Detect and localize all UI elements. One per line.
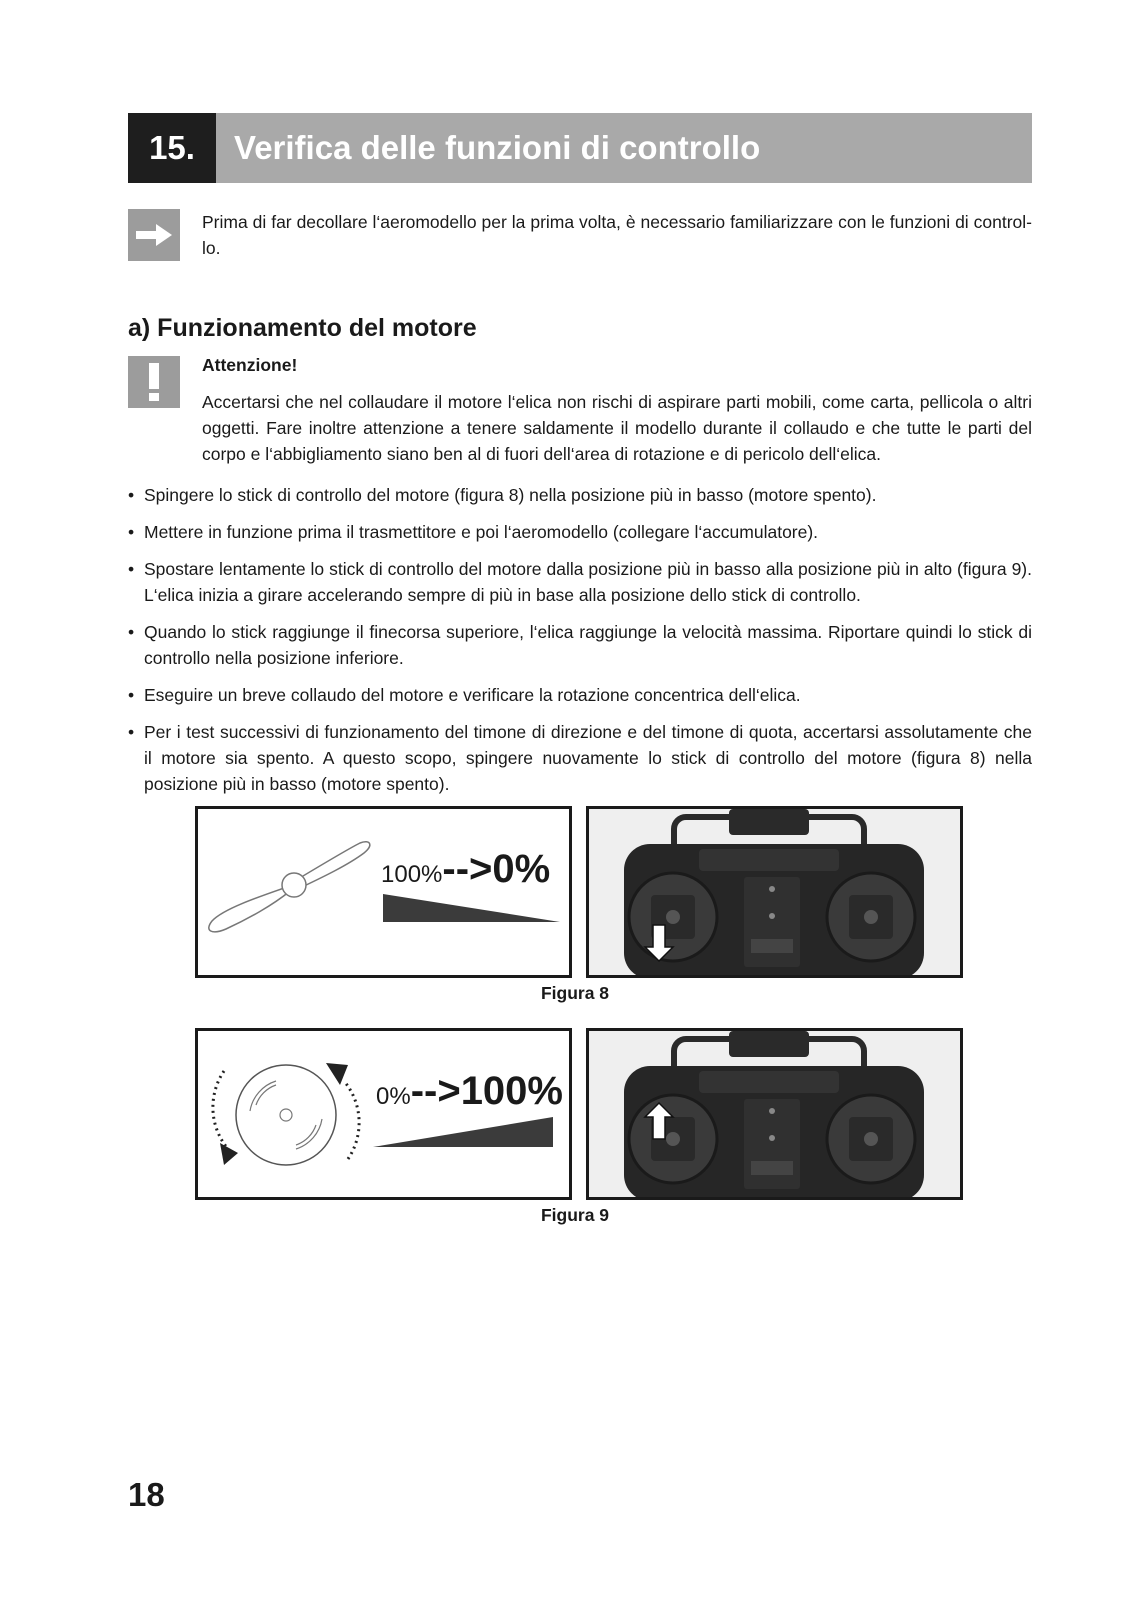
figure-9-transmitter-photo — [586, 1028, 963, 1200]
throttle-label: 0%-->100% — [376, 1069, 563, 1113]
bullet-symbol: • — [128, 522, 135, 542]
figure-9-propeller-diagram — [195, 1028, 572, 1200]
list-item: • Eseguire un breve collaudo del motore e verificare la rotazione concentrica dell‘elica. — [128, 682, 1032, 708]
bullet-symbol: • — [128, 722, 135, 742]
figure-8-propeller-diagram — [195, 806, 572, 978]
page-number: 18 — [128, 1476, 165, 1513]
bullet-symbol: • — [128, 485, 135, 505]
bullet-list — [128, 482, 1032, 808]
list-item: • Quando lo stick raggiunge il finecorsa superiore, l‘elica raggiunge la velocità massima. Riportare quindi lo stick di controllo nella posizione inferiore. — [128, 619, 1032, 671]
section-header — [128, 113, 1032, 183]
subsection-heading: a) Funzionamento del motore — [128, 314, 477, 342]
decrease-ramp-shape — [383, 894, 560, 922]
section-title: Verifica delle funzioni di controllo — [216, 113, 1032, 183]
transmitter-image — [589, 1031, 960, 1197]
warning-text: Accertarsi che nel collaudare il motore l‘elica non rischi di aspirare parti mobili, come carta, pellicola o altri oggetti. Fare inoltre attenzione a tenere saldamente il modello durante il collaudo e che tutte le parti del corpo e l‘abbigliamento siano ben al di fuori dell‘area di rotazione e di pericolo dell‘elica. — [202, 392, 1032, 464]
warning-title: Attenzione! — [202, 355, 298, 375]
list-item: • Spingere lo stick di controllo del motore (figura 8) nella posizione più in basso (motore spento). — [128, 482, 1032, 508]
figure-caption: Figura 9 — [540, 1205, 610, 1225]
list-item: • Mettere in funzione prima il trasmettitore e poi l‘aeromodello (collegare l‘accumulatore). — [128, 519, 1032, 545]
increase-ramp-shape — [373, 1117, 553, 1147]
bullet-symbol: • — [128, 559, 135, 579]
exclamation-icon — [128, 356, 180, 408]
transmitter-image — [589, 809, 960, 975]
intro-text: Prima di far decollare l‘aeromodello per la prima volta, è necessario familiarizzare con le funzioni di control-lo. — [202, 212, 1032, 258]
bullet-symbol: • — [128, 685, 135, 705]
list-item: • Spostare lentamente lo stick di controllo del motore dalla posizione più in basso alla posizione più in alto (figura 9). L‘elica inizia a girare accelerando sempre di più in base alla posizione dello stick di controllo. — [128, 556, 1032, 608]
throttle-label: 100%-->0% — [381, 847, 551, 891]
rotating-propeller-icon — [198, 1031, 569, 1197]
bullet-symbol: • — [128, 622, 135, 642]
arrow-right-icon — [128, 209, 180, 261]
figure-caption: Figura 8 — [540, 983, 610, 1003]
list-item: • Per i test successivi di funzionamento del timone di direzione e del timone di quota, accertarsi assolutamente che il motore sia spento. A questo scopo, spingere nuovamente lo stick di controllo del motore (figura 8) nella posizione più in basso (motore spento). — [128, 719, 1032, 797]
propeller-icon — [198, 809, 569, 975]
figure-8-transmitter-photo — [586, 806, 963, 978]
section-number: 15. — [128, 113, 216, 183]
